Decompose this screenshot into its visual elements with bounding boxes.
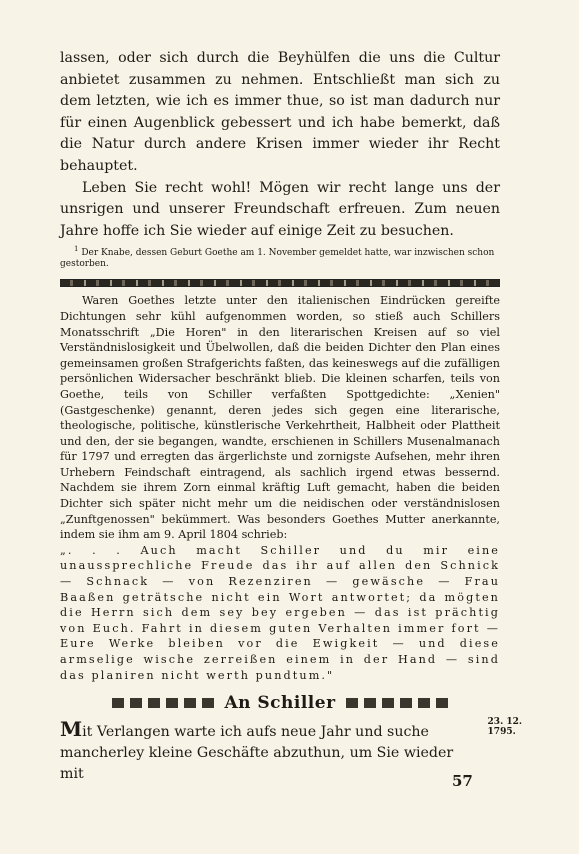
editorial-commentary <box>60 293 500 683</box>
footnote <box>60 244 500 270</box>
section-heading <box>60 693 500 713</box>
letter-opening-text: it Verlangen warte ich aufs neue Jahr und suche mancherley kleine Geschäfte abzuthun, um Sie wieder mit <box>60 724 454 783</box>
heading-title: An Schiller <box>224 693 336 714</box>
ornamental-divider <box>60 279 500 287</box>
letter-continuation <box>60 48 500 242</box>
letter-paragraph: Leben Sie recht wohl! Mögen wir recht lange uns der unsrigen und unserer Freundschaft erfreuen. Zum neuen Jahre hoffe ich Sie wieder auf einige Zeit zu besuchen. <box>60 179 500 239</box>
footnote-text: Der Knabe, dessen Geburt Goethe am 1. November gemeldet hatte, war inzwischen schon gestorben. <box>60 248 495 270</box>
letter-paragraph: lassen, oder sich durch die Beyhülfen die uns die Cultur anbietet zusammen zu nehmen. Entschließt man sich zu dem letzten, wie ich es immer thue, so ist man dadurch nur für einen Augenblick gebessert und ich habe bemerkt, daß die Natur durch andere Krisen immer wieder ihr Recht behauptet. <box>60 50 500 174</box>
commentary-quote: „. . . Auch macht Schiller und du mir eine unaussprechliche Freude das ihr auf allen den Schnick — Schnack — von Rezenziren — gewäsche — Frau Baaßen geträtsche nicht ein Wort antwortet; da mögten die Herrn sich dem sey bey ergeben — das ist prächtig von Euch. Fahrt in diesem guten Verhalten immer fort — Eure Werke bleiben vor die Ewigkeit — und diese armselige wische zerreißen einem in der Hand — sind das planiren nicht werth pundtum." <box>60 543 500 682</box>
page-number: 57 <box>452 772 473 790</box>
footnote-marker: 1 <box>74 245 79 254</box>
book-page <box>60 48 522 785</box>
date-year: 1795. <box>487 727 516 738</box>
drop-cap: M <box>60 717 83 742</box>
date-day-month: 23. 12. <box>487 717 522 728</box>
ornament-right <box>344 696 450 710</box>
ornament-left <box>110 696 216 710</box>
commentary-text: Waren Goethes letzte unter den italienischen Eindrücken gereifte Dichtungen sehr kühl aufgenommen worden, so stieß auch Schillers Monatsschrift „Die Horen" in den literarischen Kreisen auf so viel Verständnislosigkeit und Übelwollen, daß die beiden Dichter den Plan eines gemeinsamen großen Strafgerichts faßten, das keineswegs auf die zufälligen persönlichen Widersacher beschränkt blieb. Die kleinen scharfen, teils von Goethe, teils von Schiller verfaßten Spottgedichte: „Xenien" (Gastgeschenke) genannt, deren jedes sich gegen eine literarische, theologische, politische, künstlerische Verkehrtheit, Halbheit oder Plattheit und den, der sie begangen, wandte, erschienen in Schillers Musenalmanach für 1797 und erregten das ärgerlichste und zornigste Aufsehen, mehr ihren Urhebern Feindschaft eintragend, als sachlich irgend etwas bessernd. Nachdem sie ihrem Zorn einmal kräftig Luft gemacht, haben die beiden Dichter sich später nicht mehr um die neidischen oder verständnislosen „Zunftgenossen" bekümmert. Was besonders Goethes Mutter anerkannte, indem sie ihm am 9. April 1804 schrieb: <box>60 294 500 542</box>
letter-date <box>488 717 522 737</box>
new-letter <box>60 717 522 785</box>
